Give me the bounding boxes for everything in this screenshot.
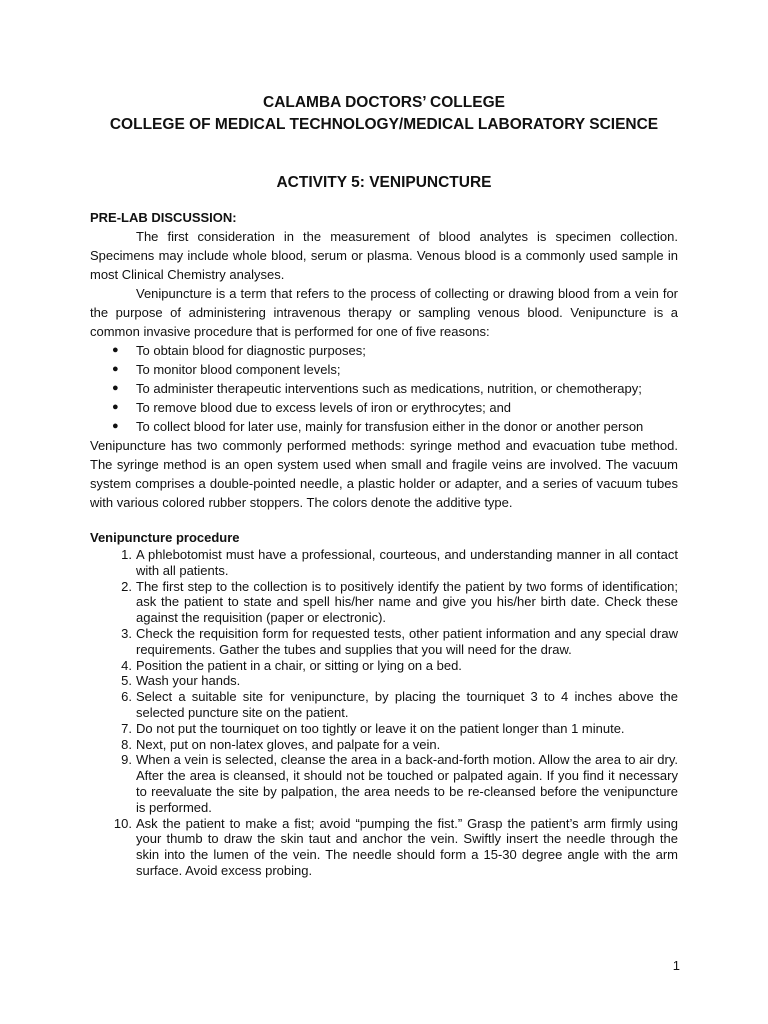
- reason-text: To monitor blood component levels;: [136, 362, 341, 377]
- procedure-step: [90, 737, 678, 753]
- reason-item: [90, 341, 678, 360]
- procedure-step: [90, 689, 678, 721]
- activity-title: ACTIVITY 5: VENIPUNCTURE: [276, 174, 492, 191]
- pre-lab-paragraph-3: Venipuncture has two commonly performed methods: syringe method and evacuation tube method. The syringe method is an open system used when small and fragile veins are involved. The vacuum system comprises a double-pointed needle, a plastic holder or adapter, and a series of vacuum tubes with various colored rubber stoppers. The colors denote the additive type.: [90, 438, 678, 510]
- pre-lab-paragraph-2: Venipuncture is a term that refers to the process of collecting or drawing blood from a vein for the purpose of administering intravenous therapy or sampling venous blood. Venipuncture is a common invasive procedure that is performed for one of five reasons:: [90, 286, 678, 339]
- procedure-steps-list: [90, 547, 678, 879]
- step-text: Do not put the tourniquet on too tightly or leave it on the patient longer than 1 minute.: [136, 720, 625, 736]
- page-number: 1: [672, 958, 680, 973]
- bullet-icon: ●: [112, 344, 119, 356]
- procedure-step: [90, 816, 678, 879]
- step-number: 1.: [121, 547, 132, 562]
- bullet-icon: ●: [112, 401, 119, 413]
- bullet-icon: ●: [112, 382, 119, 394]
- step-number: 10.: [113, 815, 132, 831]
- college-name: COLLEGE OF MEDICAL TECHNOLOGY/MEDICAL LABORATORY SCIENCE: [109, 116, 659, 133]
- reason-item: [90, 360, 678, 379]
- step-number: 3.: [121, 625, 132, 641]
- step-text: Position the patient in a chair, or sitting or lying on a bed.: [136, 657, 462, 673]
- procedure-step: [90, 658, 678, 674]
- step-text: Next, put on non-latex gloves, and palpate for a vein.: [136, 736, 441, 752]
- reason-text: To collect blood for later use, mainly for transfusion either in the donor or another person: [136, 419, 644, 434]
- step-text: The first step to the collection is to positively identify the patient by two forms of identification; ask the patient to state and spell his/her name and give you his/her birth date. Check these against the requisition (paper or electronic).: [136, 578, 678, 626]
- reason-item: [90, 379, 678, 398]
- pre-lab-paragraph-1: The first consideration in the measurement of blood analytes is specimen collection. Specimens may include whole blood, serum or plasma. Venous blood is a commonly used sample in most Clinical Chemistry analyses.: [90, 229, 678, 282]
- procedure-heading: Venipuncture procedure: [90, 530, 240, 545]
- step-text: When a vein is selected, cleanse the area in a back-and-forth motion. Allow the area to air dry. After the area is cleansed, it should not be touched or palpated again. If you find it necessary to reevaluate the site by palpation, the area needs to be re-cleansed before the venipuncture is performed.: [136, 752, 678, 815]
- procedure-step: [90, 752, 678, 815]
- pre-lab-heading: PRE-LAB DISCUSSION:: [90, 210, 237, 225]
- bullet-icon: ●: [112, 363, 119, 375]
- reasons-list: [90, 341, 678, 436]
- reason-item: [90, 417, 678, 436]
- step-text: Check the requisition form for requested tests, other patient information and any special draw requirements. Gather the tubes and supplies that you will need for the draw.: [136, 625, 678, 657]
- step-number: 6.: [121, 689, 132, 705]
- procedure-step: [90, 673, 678, 689]
- reason-text: To administer therapeutic interventions such as medications, nutrition, or chemotherapy;: [136, 381, 642, 396]
- step-number: 7.: [121, 720, 132, 736]
- step-number: 9.: [121, 752, 132, 768]
- institution-name: CALAMBA DOCTORS’ COLLEGE: [263, 94, 505, 111]
- step-text: Ask the patient to make a fist; avoid “pumping the fist.” Grasp the patient’s arm firmly using your thumb to draw the skin taut and anchor the vein. Swiftly insert the needle through the skin into the lumen of the vein. The needle should form a 15-30 degree angle with the arm surface. Avoid excess probing.: [136, 815, 678, 878]
- reason-item: [90, 398, 678, 417]
- step-text: A phlebotomist must have a professional, courteous, and understanding manner in all contact with all patients.: [136, 547, 678, 578]
- procedure-step: [90, 579, 678, 626]
- procedure-step: [90, 721, 678, 737]
- step-number: 8.: [121, 736, 132, 752]
- procedure-step: [90, 547, 678, 579]
- procedure-step: [90, 626, 678, 658]
- step-number: 5.: [121, 673, 132, 689]
- step-number: 4.: [121, 657, 132, 673]
- reason-text: To remove blood due to excess levels of iron or erythrocytes; and: [136, 400, 512, 415]
- step-number: 2.: [121, 578, 132, 594]
- step-text: Wash your hands.: [136, 673, 241, 689]
- document-page: [90, 92, 678, 879]
- bullet-icon: ●: [112, 420, 119, 432]
- step-text: Select a suitable site for venipuncture, by placing the tourniquet 3 to 4 inches above the selected puncture site on the patient.: [136, 689, 678, 720]
- reason-text: To obtain blood for diagnostic purposes;: [136, 343, 366, 358]
